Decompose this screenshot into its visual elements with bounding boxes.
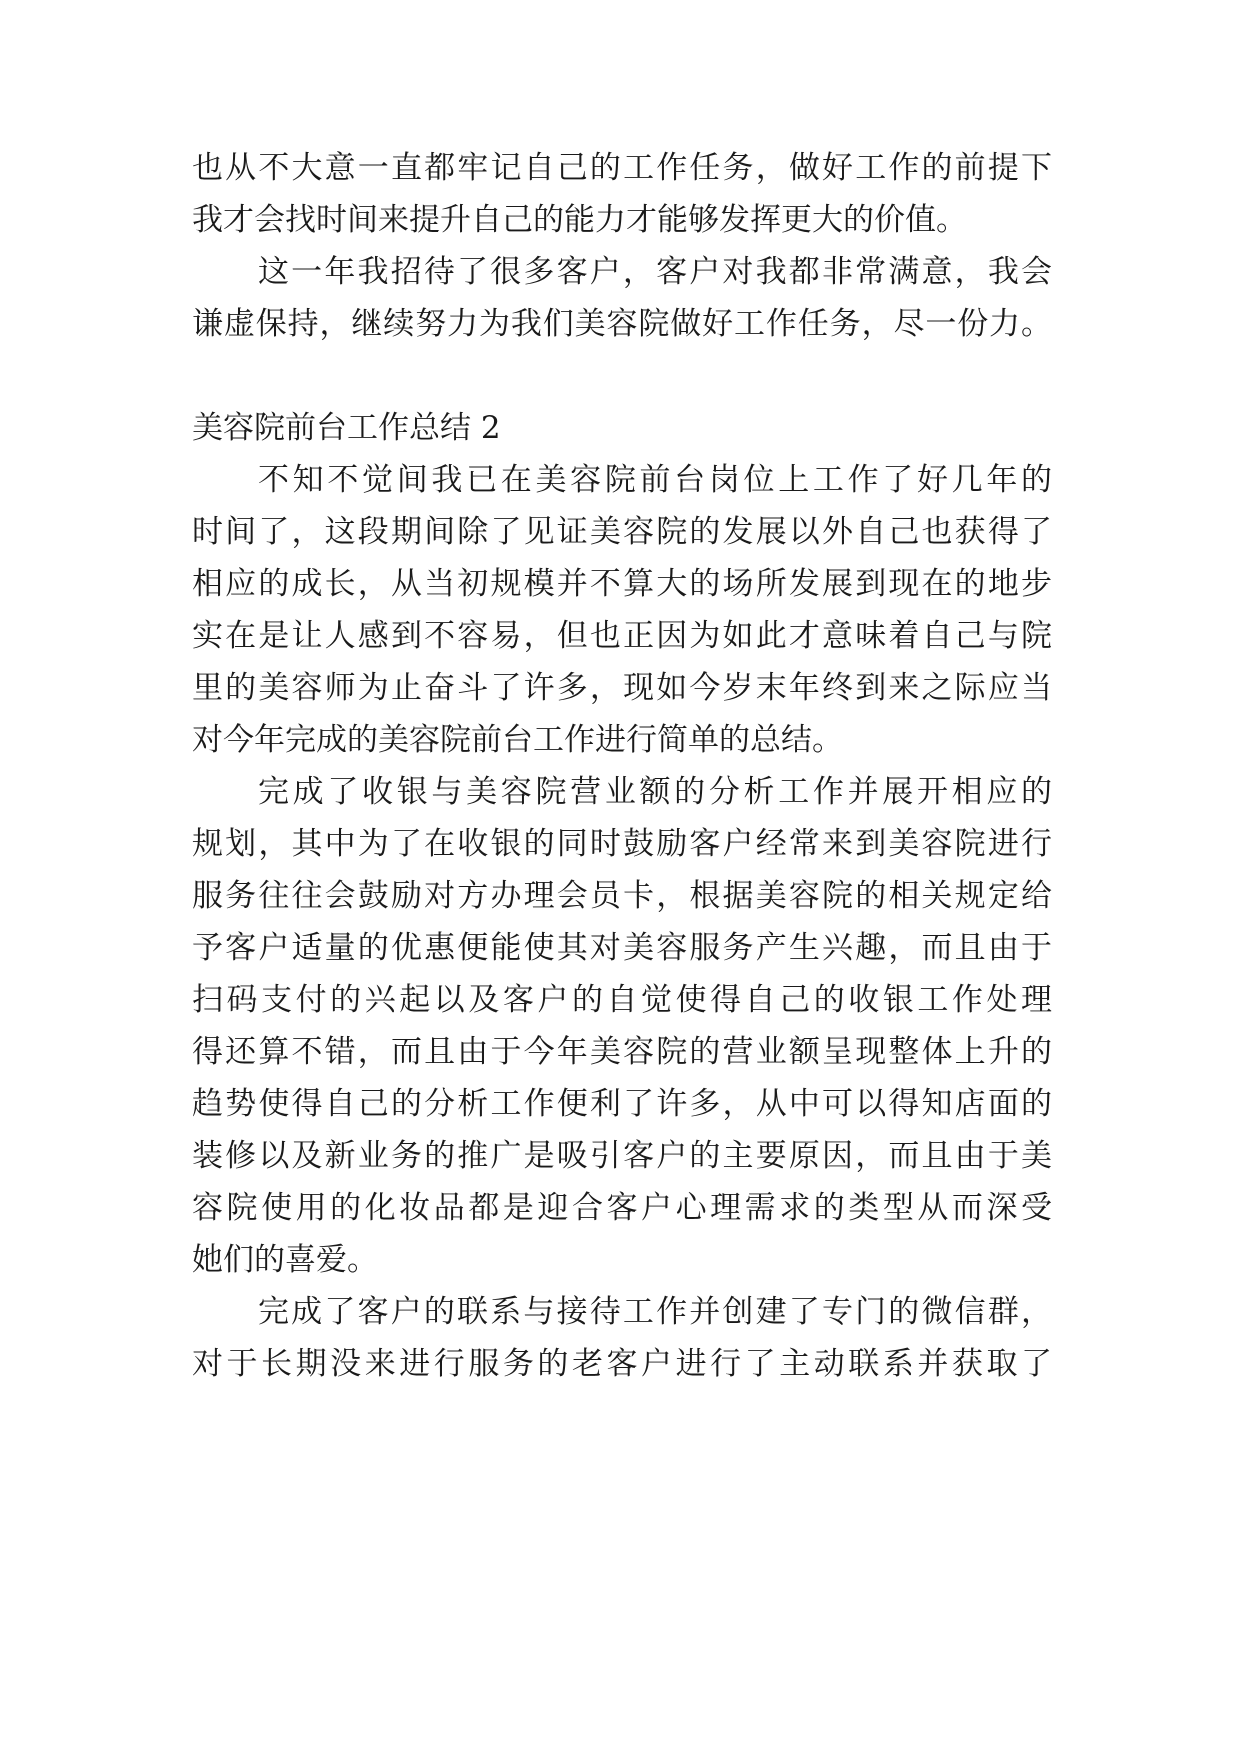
text-line: 完成了收银与美容院营业额的分析工作并展开相应的 bbox=[258, 774, 1052, 810]
text-line: 予客户适量的优惠便能使其对美容服务产生兴趣，而且由于 bbox=[192, 930, 1052, 966]
text-line: 完成了客户的联系与接待工作并创建了专门的微信群， bbox=[258, 1294, 1052, 1330]
text-line: 对于长期没来进行服务的老客户进行了主动联系并获取了 bbox=[192, 1346, 1052, 1382]
text-line: 不知不觉间我已在美容院前台岗位上工作了好几年的 bbox=[258, 462, 1052, 498]
text-line: 她们的喜爱。 bbox=[192, 1242, 378, 1278]
text-line: 装修以及新业务的推广是吸引客户的主要原因，而且由于美 bbox=[192, 1138, 1052, 1174]
text-line: 扫码支付的兴起以及客户的自觉使得自己的收银工作处理 bbox=[192, 982, 1052, 1018]
text-line: 对今年完成的美容院前台工作进行简单的总结。 bbox=[192, 722, 843, 758]
text-line: 时间了，这段期间除了见证美容院的发展以外自己也获得了 bbox=[192, 514, 1052, 550]
text-line: 规划，其中为了在收银的同时鼓励客户经常来到美容院进行 bbox=[192, 826, 1052, 862]
text-line: 服务往往会鼓励对方办理会员卡，根据美容院的相关规定给 bbox=[192, 878, 1052, 914]
text-line: 容院使用的化妆品都是迎合客户心理需求的类型从而深受 bbox=[192, 1190, 1052, 1226]
text-line: 谦虚保持，继续努力为我们美容院做好工作任务，尽一份力。 bbox=[192, 306, 1052, 342]
text-line: 相应的成长，从当初规模并不算大的场所发展到现在的地步 bbox=[192, 566, 1052, 602]
text-line: 里的美容师为止奋斗了许多，现如今岁末年终到来之际应当 bbox=[192, 670, 1052, 706]
text-line: 实在是让人感到不容易，但也正因为如此才意味着自己与院 bbox=[192, 618, 1052, 654]
text-line: 我才会找时间来提升自己的能力才能够发挥更大的价值。 bbox=[192, 202, 967, 238]
section-heading: 美容院前台工作总结 2 bbox=[192, 410, 501, 446]
text-line: 趋势使得自己的分析工作便利了许多，从中可以得知店面的 bbox=[192, 1086, 1052, 1122]
text-line: 也从不大意一直都牢记自己的工作任务，做好工作的前提下 bbox=[192, 150, 1052, 186]
text-line: 这一年我招待了很多客户，客户对我都非常满意，我会 bbox=[258, 254, 1052, 290]
text-line: 得还算不错，而且由于今年美容院的营业额呈现整体上升的 bbox=[192, 1034, 1052, 1070]
